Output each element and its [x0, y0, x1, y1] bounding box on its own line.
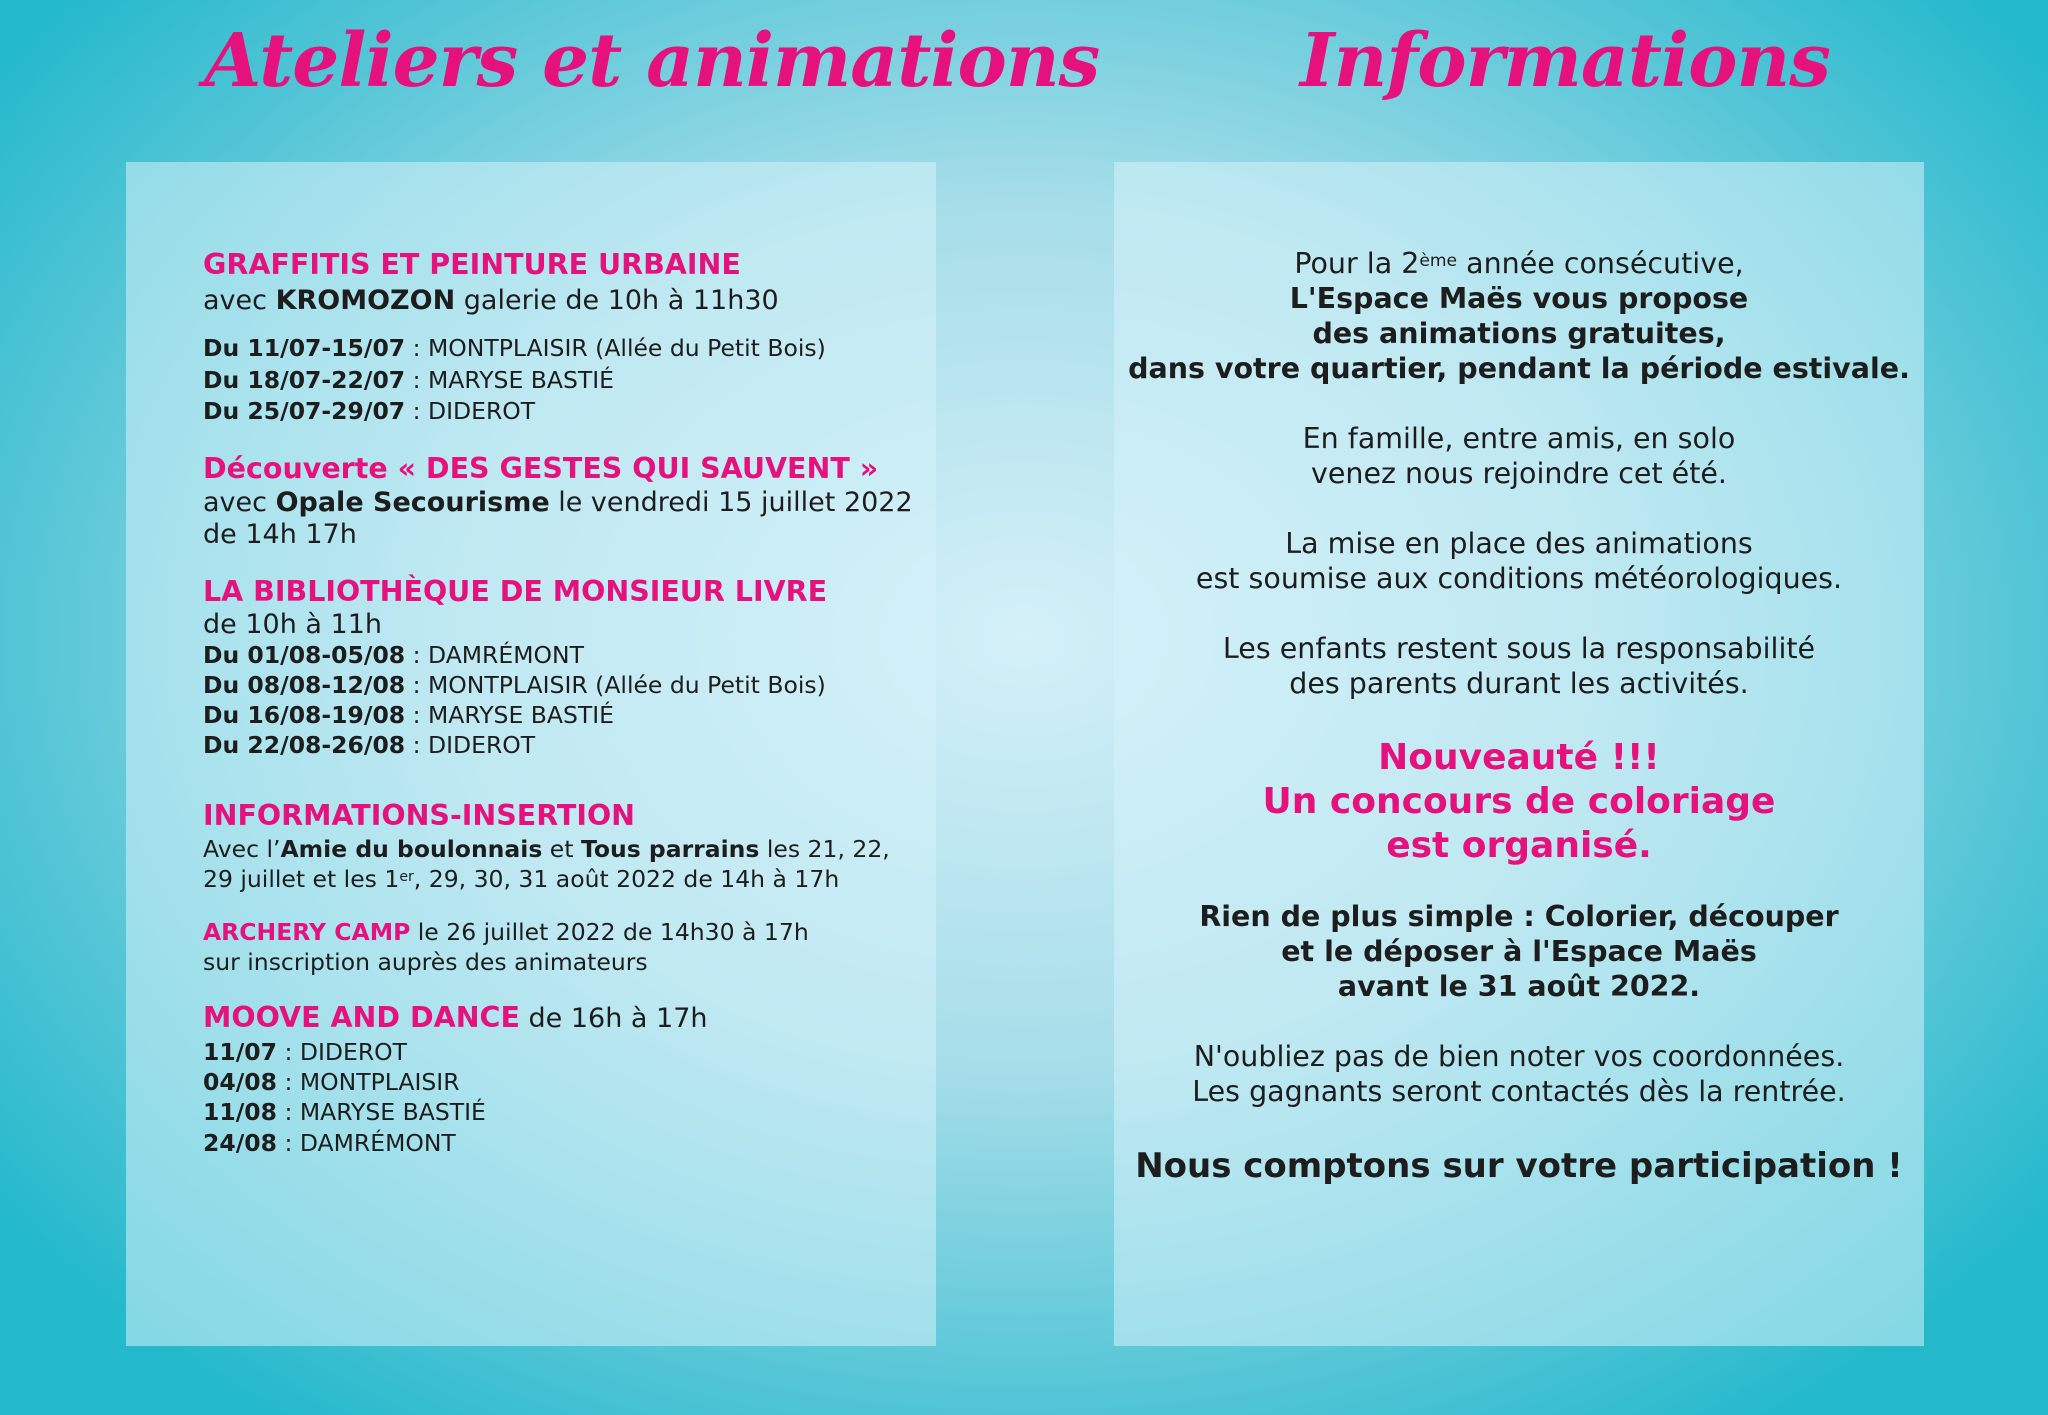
- text: avec: [203, 486, 276, 518]
- date-row: [203, 1067, 936, 1097]
- family-paragraph: [1114, 421, 1924, 491]
- text: galerie de 10h à 11h30: [455, 285, 779, 316]
- instruction-line: Rien de plus simple : Colorier, découper: [1199, 900, 1839, 933]
- date-row: [203, 670, 936, 700]
- place: : MONTPLAISIR (Allée du Petit Bois): [405, 670, 826, 699]
- date-row: [203, 1097, 936, 1129]
- contest-line: est organisé.: [1386, 825, 1652, 866]
- section-gestes: [203, 451, 936, 551]
- place: : MARYSE BASTIÉ: [277, 1097, 486, 1126]
- date: 11/08: [203, 1097, 277, 1126]
- parrains-name: Tous parrains: [580, 834, 760, 863]
- text-line: venez nous rejoindre cet été.: [1311, 457, 1727, 490]
- date-row: [203, 333, 936, 365]
- text: Pour la 2: [1294, 247, 1420, 280]
- text-line: des parents durant les activités.: [1289, 667, 1749, 700]
- gestes-line: [203, 487, 936, 519]
- place: : DIDEROT: [277, 1037, 408, 1066]
- contest-line: Un concours de coloriage: [1262, 781, 1776, 822]
- place: : MARYSE BASTIÉ: [405, 365, 615, 394]
- section-graffitis: [203, 247, 936, 428]
- date-row: [203, 1037, 936, 1067]
- date-range: Du 25/07-29/07: [203, 397, 406, 425]
- text: les 21, 22,: [759, 834, 890, 863]
- panel-informations: [1114, 162, 1924, 1346]
- date-range: Du 18/07-22/07: [203, 365, 406, 394]
- date: 04/08: [203, 1067, 277, 1096]
- notes-paragraph: [1114, 1039, 1924, 1109]
- contest-announcement: [1114, 736, 1924, 868]
- biblio-hours: de 10h à 11h: [203, 608, 382, 640]
- contest-line: Nouveauté !!!: [1378, 737, 1660, 778]
- instruction-line: et le déposer à l'Espace Maës: [1281, 935, 1757, 968]
- text-line: La mise en place des animations: [1285, 527, 1753, 560]
- kromozon-name: KROMOZON: [275, 285, 456, 316]
- graffitis-line: [203, 283, 936, 319]
- date-row: [203, 1128, 936, 1160]
- section-bibliotheque: [203, 574, 936, 760]
- weather-paragraph: [1114, 526, 1924, 596]
- superscript: er: [399, 868, 414, 885]
- insertion-dates: [203, 864, 936, 894]
- heading-insertion: INFORMATIONS-INSERTION: [203, 798, 636, 832]
- amie-name: Amie du boulonnais: [280, 834, 543, 863]
- superscript: ème: [1419, 251, 1458, 271]
- section-archery: [203, 917, 936, 977]
- insertion-line: [203, 834, 936, 864]
- date-range: Du 11/07-15/07: [203, 334, 406, 362]
- archery-line: [203, 917, 936, 947]
- text: Avec l’: [203, 834, 281, 863]
- opale-name: Opale Secourisme: [275, 486, 550, 518]
- date-row: [203, 730, 936, 760]
- text: 29 juillet et les 1: [203, 864, 400, 893]
- date-row: [203, 365, 936, 397]
- heading-archery: ARCHERY CAMP: [203, 917, 411, 946]
- contest-instructions: [1114, 899, 1924, 1004]
- text: le vendredi 15 juillet 2022: [549, 486, 913, 518]
- intro-bold-line: dans votre quartier, pendant la période estivale.: [1128, 352, 1910, 385]
- children-paragraph: [1114, 631, 1924, 701]
- section-dance: [203, 1000, 936, 1160]
- date-row: [203, 640, 936, 670]
- heading-graffitis: GRAFFITIS ET PEINTURE URBAINE: [203, 248, 741, 281]
- date-range: Du 22/08-26/08: [203, 730, 406, 759]
- text-line: Les enfants restent sous la responsabilité: [1222, 632, 1816, 665]
- text: avec: [203, 285, 276, 316]
- gestes-hours: de 14h 17h: [203, 518, 357, 550]
- place: : MARYSE BASTIÉ: [405, 700, 615, 729]
- heading-dance: MOOVE AND DANCE: [203, 1000, 520, 1034]
- heading-gestes: Découverte « DES GESTES QUI SAUVENT »: [203, 451, 879, 485]
- date-row: [203, 396, 936, 428]
- date: 11/07: [203, 1037, 277, 1066]
- date-range: Du 08/08-12/08: [203, 670, 406, 699]
- date: 24/08: [203, 1129, 277, 1157]
- archery-note: sur inscription auprès des animateurs: [203, 947, 648, 976]
- heading-bibliotheque: LA BIBLIOTHÈQUE DE MONSIEUR LIVRE: [203, 574, 828, 608]
- section-insertion: [203, 798, 936, 894]
- title-ateliers: Ateliers et animations: [204, 18, 1100, 104]
- text-line: est soumise aux conditions météorologiques.: [1195, 562, 1843, 595]
- intro-bold-line: des animations gratuites,: [1312, 317, 1726, 350]
- place: : DIDEROT: [405, 730, 536, 759]
- closing-line: Nous comptons sur votre participation !: [1135, 1146, 1903, 1186]
- place: : MONTPLAISIR: [277, 1067, 460, 1096]
- date-range: Du 01/08-05/08: [203, 640, 406, 669]
- dance-line: [203, 1000, 936, 1037]
- intro-bold-line: L'Espace Maës vous propose: [1289, 282, 1749, 315]
- date-row: [203, 700, 936, 730]
- text: , 29, 30, 31 août 2022 de 14h à 17h: [413, 864, 840, 893]
- date-range: Du 16/08-19/08: [203, 700, 406, 729]
- intro-paragraph: [1114, 246, 1924, 386]
- text: le 26 juillet 2022 de 14h30 à 17h: [410, 917, 809, 946]
- text-line: En famille, entre amis, en solo: [1302, 422, 1736, 455]
- text: de 16h à 17h: [519, 1002, 708, 1034]
- text-line: N'oubliez pas de bien noter vos coordonnées.: [1193, 1040, 1845, 1073]
- place: : MONTPLAISIR (Allée du Petit Bois): [405, 334, 826, 362]
- text-line: Les gagnants seront contactés dès la rentrée.: [1192, 1075, 1846, 1108]
- instruction-line: avant le 31 août 2022.: [1337, 970, 1701, 1003]
- place: : DIDEROT: [405, 397, 536, 425]
- title-informations: Informations: [1300, 18, 1830, 104]
- panel-ateliers: [126, 162, 936, 1346]
- text: et: [542, 834, 581, 863]
- text: année consécutive,: [1457, 247, 1744, 280]
- place: : DAMRÉMONT: [405, 640, 584, 669]
- intro-line: [1114, 246, 1924, 281]
- place: : DAMRÉMONT: [277, 1129, 456, 1157]
